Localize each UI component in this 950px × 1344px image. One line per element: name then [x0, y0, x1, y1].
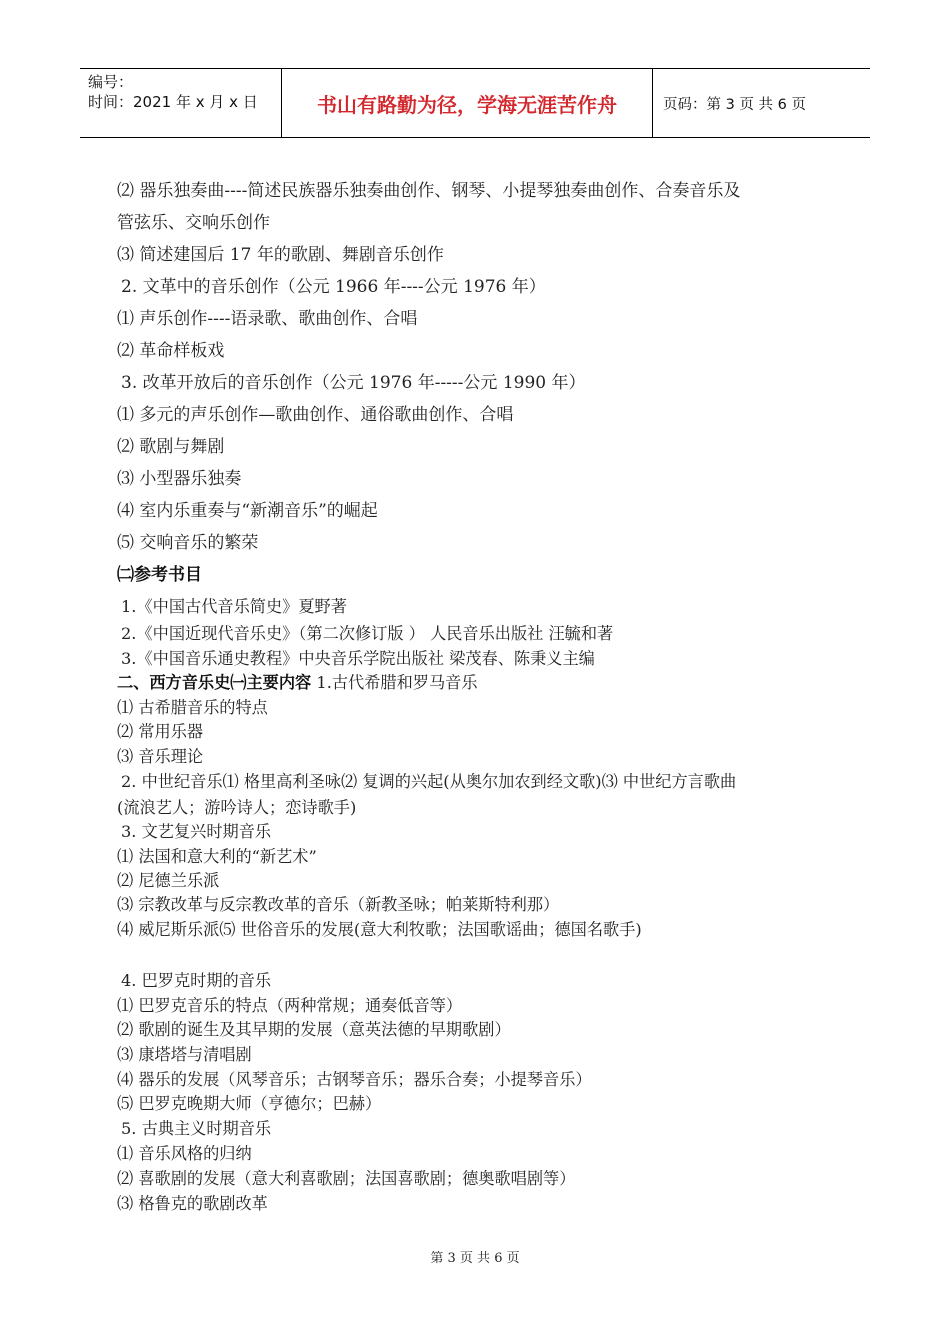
text-line: ⑴ 法国和意大利的“新艺术” [117, 847, 317, 866]
reference-item: 3.《中国音乐通史教程》中央音乐学院出版社 梁茂春、陈秉义主编 [121, 649, 595, 668]
page-footer: 第 3 页 共 6 页 [430, 1251, 520, 1266]
text-line: ⑷ 器乐的发展（风琴音乐；古钢琴音乐；器乐合奏；小提琴音乐） [117, 1070, 592, 1089]
text-line: ⑷ 室内乐重奏与“新潮音乐”的崛起 [117, 501, 378, 521]
page-info: 页码：第 3 页 共 6 页 [663, 96, 806, 113]
text-line: ⑶ 宗教改革与反宗教改革的音乐（新教圣咏；帕莱斯特利那） [117, 895, 560, 914]
text-line: ⑵ 喜歌剧的发展（意大利喜歌剧；法国喜歌剧；德奥歌唱剧等） [117, 1169, 576, 1188]
text-line: 管弦乐、交响乐创作 [117, 213, 270, 233]
section-heading: 4. 巴罗克时期的音乐 [121, 971, 272, 990]
western-music-title: 二、西方音乐史㈠主要内容 [117, 673, 312, 692]
section-heading: 3. 文艺复兴时期音乐 [121, 822, 272, 841]
text-line: ⑵ 歌剧与舞剧 [117, 437, 225, 457]
text-line: ⑶ 简述建国后 17 年的歌剧、舞剧音乐创作 [117, 245, 444, 265]
text-line: ⑴ 声乐创作----语录歌、歌曲创作、合唱 [117, 309, 418, 329]
section-heading: 2. 中世纪音乐⑴ 格里高利圣咏⑵ 复调的兴起(从奥尔加农到经文歌)⑶ 中世纪方言歌曲 [121, 772, 737, 791]
text-line: ⑶ 格鲁克的歌剧改革 [117, 1194, 268, 1213]
text-line: (流浪艺人；游吟诗人；恋诗歌手) [117, 798, 357, 817]
text-line: ⑷ 威尼斯乐派⑸ 世俗音乐的发展(意大利牧歌；法国歌谣曲；德国名歌手) [117, 920, 642, 939]
motto: 书山有路勤为径，学海无涯苦作舟 [282, 69, 653, 137]
western-music-first-item: 1.古代希腊和罗马音乐 [311, 673, 478, 692]
text-line: ⑴ 巴罗克音乐的特点（两种常规；通奏低音等） [117, 996, 463, 1015]
text-line: ⑸ 交响音乐的繁荣 [117, 533, 259, 553]
text-line: ⑸ 巴罗克晚期大师（亨德尔；巴赫） [117, 1094, 382, 1113]
text-line: ⑴ 古希腊音乐的特点 [117, 698, 268, 717]
text-line: ⑵ 歌剧的诞生及其早期的发展（意英法德的早期歌剧） [117, 1020, 511, 1039]
section-heading: 2. 文革中的音乐创作（公元 1966 年----公元 1976 年） [121, 277, 546, 297]
section-heading: 5. 古典主义时期音乐 [121, 1119, 272, 1138]
reference-item: 2.《中国近现代音乐史》（第二次修订版 ） 人民音乐出版社 汪毓和著 [121, 624, 614, 643]
western-music-heading [117, 669, 478, 693]
header-table [80, 68, 870, 138]
text-line: ⑶ 小型器乐独奏 [117, 469, 242, 489]
text-line: ⑴ 多元的声乐创作—歌曲创作、通俗歌曲创作、合唱 [117, 405, 514, 425]
text-line: ⑵ 常用乐器 [117, 722, 204, 741]
reference-item: 1.《中国古代音乐简史》夏野著 [121, 597, 347, 616]
text-line: ⑵ 器乐独奏曲----简述民族器乐独奏曲创作、钢琴、小提琴独奏曲创作、合奏音乐及 [117, 181, 741, 201]
code-label: 编号： [88, 73, 134, 91]
text-line: ⑶ 音乐理论 [117, 747, 204, 766]
header-left-cell [80, 69, 282, 137]
text-line: ⑴ 音乐风格的归纳 [117, 1144, 252, 1163]
text-line: ⑶ 康塔塔与清唱剧 [117, 1045, 252, 1064]
text-line: ⑵ 尼德兰乐派 [117, 871, 220, 890]
references-heading: ㈡参考书目 [117, 565, 202, 585]
date-line: 时间：2021 年 x 月 x 日 [88, 93, 258, 111]
text-line: ⑵ 革命样板戏 [117, 341, 225, 361]
section-heading: 3. 改革开放后的音乐创作（公元 1976 年-----公元 1990 年） [121, 373, 586, 393]
